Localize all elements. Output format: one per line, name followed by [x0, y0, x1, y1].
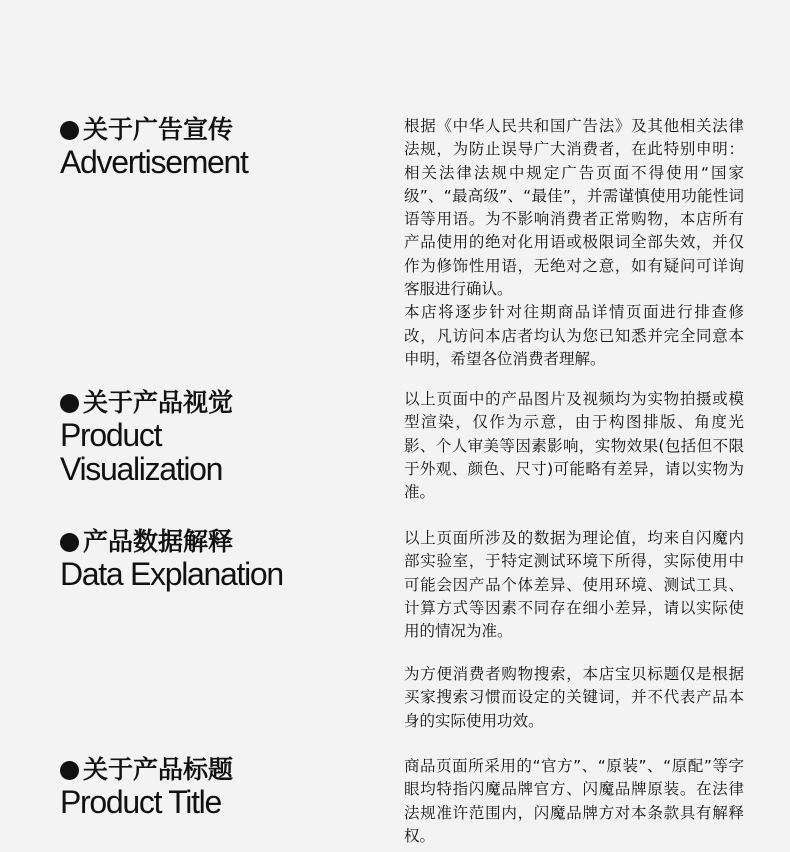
body-paragraph: 商品页面所采用的“官方”、“原装”、“原配”等字眼均特指闪魔品牌官方、闪魔品牌原装。在法律法规准许范围内，闪魔品牌方对本条款具有解释权。	[404, 757, 744, 845]
body-paragraph: 根据《中华人民共和国广告法》及其他相关法律法规，为防止误导广大消费者，在此特别申明：相关法律法规中规定广告页面不得使用“国家级”、“最高级”、“最佳”，并需谨慎使用功能性词语等用语。为不影响消费者正常购物，本店所有产品使用的绝对化用语或极限词全部失效，并仅作为修饰性用语，无绝对之意，如有疑问可详询客服进行确认。	[404, 117, 744, 299]
heading-cn-row	[60, 388, 380, 418]
section-heading	[60, 388, 380, 486]
section-body	[404, 755, 744, 848]
section-heading	[60, 527, 380, 591]
bullet-icon	[60, 761, 79, 780]
body-paragraph-2: 本店将逐步针对往期商品详情页面进行排查修改，凡访问本店者均认为您已知悉并完全同意本申明，希望各位消费者理解。	[404, 303, 744, 368]
heading-cn: 关于产品标题	[83, 755, 234, 784]
heading-en-line-2: Visualization	[60, 451, 223, 487]
heading-en-line-1: Product	[60, 417, 162, 453]
heading-cn: 产品数据解释	[83, 527, 234, 556]
heading-en: Product Title	[60, 784, 221, 820]
section-heading	[60, 755, 380, 819]
section-heading	[60, 115, 380, 179]
bullet-icon	[60, 394, 79, 413]
heading-en: Data Explanation	[60, 556, 283, 592]
heading-en: Advertisement	[60, 144, 248, 180]
section-body	[404, 388, 744, 504]
heading-cn-row	[60, 755, 380, 785]
section-body	[404, 527, 744, 643]
body-paragraph-2: 为方便消费者购物搜索，本店宝贝标题仅是根据买家搜索习惯而设定的关键词，并不代表产品本身的实际使用功效。	[404, 665, 744, 730]
heading-cn: 关于产品视觉	[83, 388, 234, 417]
bullet-icon	[60, 121, 79, 140]
section-body	[404, 115, 744, 371]
bullet-icon	[60, 533, 79, 552]
section-body-2	[404, 663, 744, 733]
heading-cn-row	[60, 527, 380, 557]
body-paragraph: 以上页面中的产品图片及视频均为实物拍摄或模型渲染，仅作为示意，由于构图排版、角度光影、个人审美等因素影响，实物效果(包括但不限于外观、颜色、尺寸)可能略有差异，请以实物为准。	[404, 390, 744, 502]
heading-cn: 关于广告宣传	[83, 115, 234, 144]
heading-cn-row	[60, 115, 380, 145]
body-paragraph: 以上页面所涉及的数据为理论值，均来自闪魔内部实验室，于特定测试环境下所得，实际使用中可能会因产品个体差异、使用环境、测试工具、计算方式等因素不同存在细小差异，请以实际使用的情况为准。	[404, 529, 744, 641]
